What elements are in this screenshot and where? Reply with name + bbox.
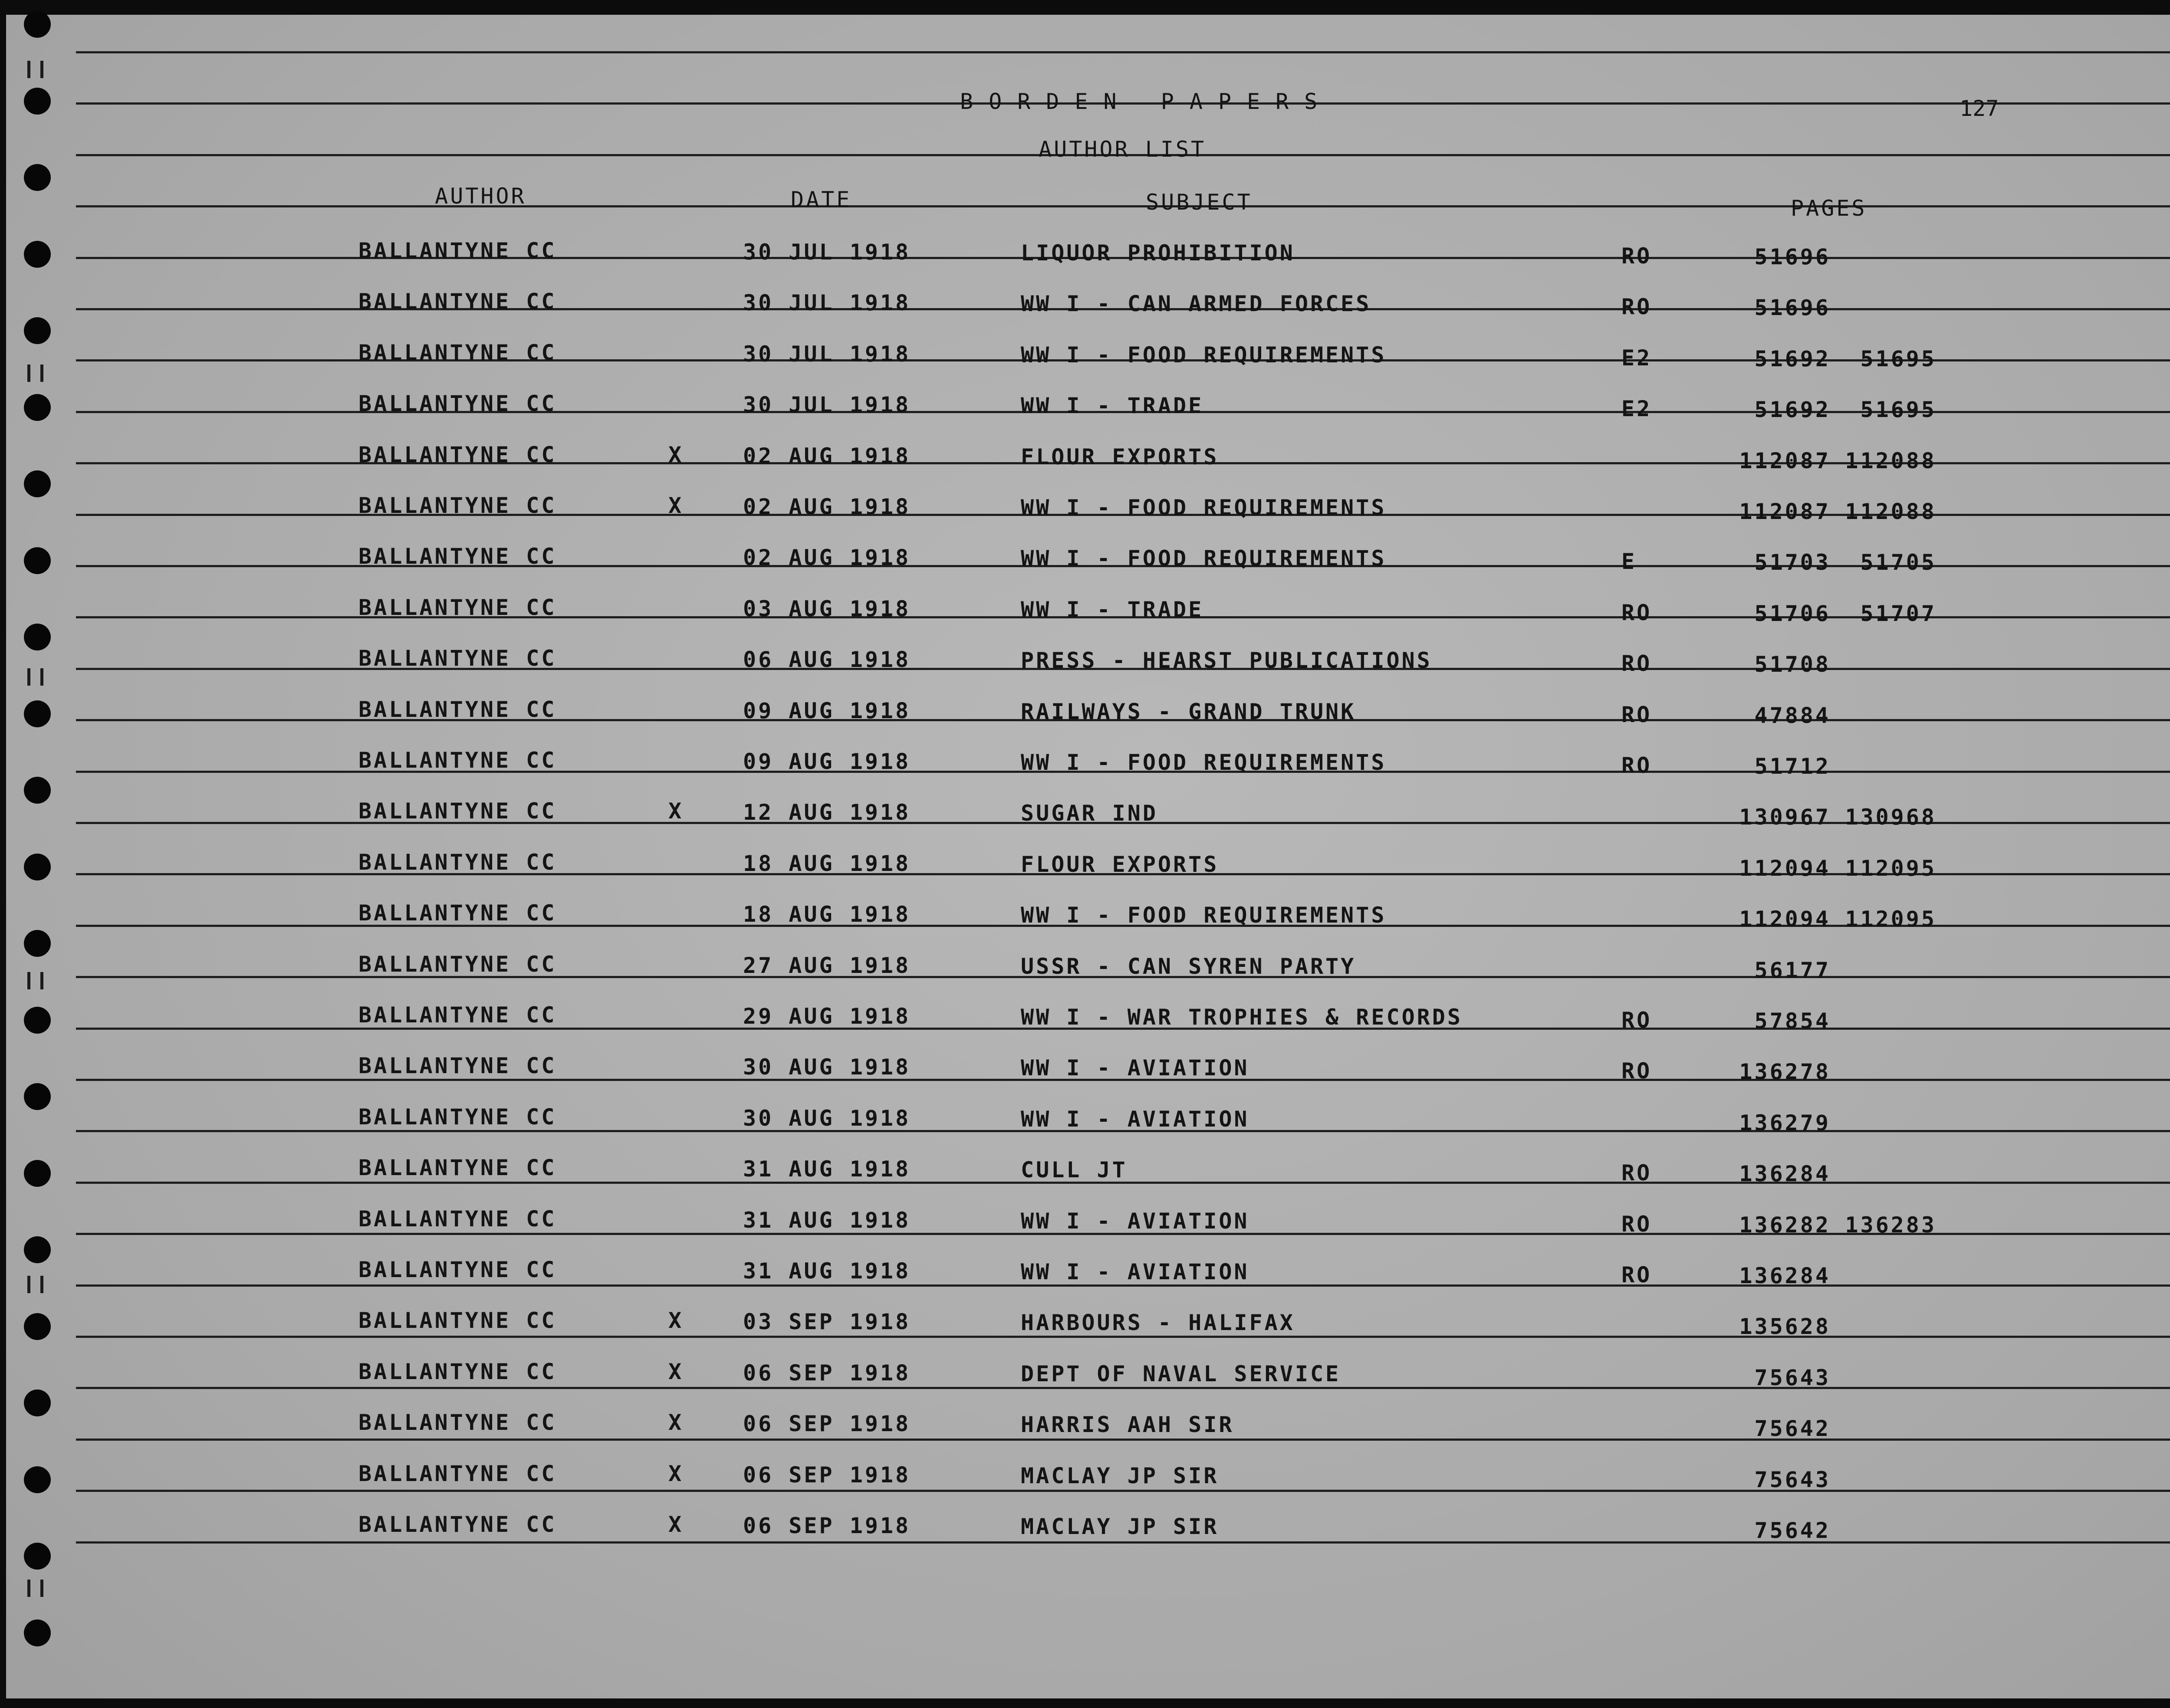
tractor-hole <box>24 88 51 115</box>
flag-cell: X <box>668 798 684 824</box>
author-cell: BALLANTYNE CC <box>358 1002 557 1028</box>
ruled-line <box>76 1490 2170 1492</box>
tractor-hole <box>24 854 51 880</box>
subject-cell: WW I - AVIATION <box>1021 1259 1249 1284</box>
author-cell: BALLANTYNE CC <box>358 493 557 518</box>
author-cell: BALLANTYNE CC <box>358 900 557 926</box>
page-start-cell: 51706 <box>1754 601 1831 626</box>
page-start-cell: 75643 <box>1754 1365 1831 1390</box>
perforation-mark <box>40 1276 43 1293</box>
page-start-cell: 136278 <box>1739 1059 1831 1085</box>
date-cell: 06 SEP 1918 <box>743 1360 911 1386</box>
date-cell: 29 AUG 1918 <box>743 1004 911 1029</box>
scan-border-left <box>0 0 6 1708</box>
flag-cell: X <box>668 1512 684 1537</box>
subject-cell: WW I - TRADE <box>1021 393 1204 419</box>
date-cell: 30 AUG 1918 <box>743 1105 911 1131</box>
perforation-mark <box>40 668 43 686</box>
page-start-cell: 75643 <box>1754 1467 1831 1492</box>
author-cell: BALLANTYNE CC <box>358 1461 557 1486</box>
tractor-hole <box>24 317 51 344</box>
page-start-cell: 57854 <box>1754 1008 1831 1034</box>
column-header-pages: PAGES <box>1791 196 1867 221</box>
date-cell: 30 JUL 1918 <box>743 240 911 265</box>
date-cell: 06 AUG 1918 <box>743 647 911 673</box>
date-cell: 06 SEP 1918 <box>743 1462 911 1488</box>
page-start-cell: 135628 <box>1739 1314 1831 1340</box>
subject-cell: MACLAY JP SIR <box>1021 1514 1219 1539</box>
date-cell: 02 AUG 1918 <box>743 494 911 519</box>
date-cell: 06 SEP 1918 <box>743 1513 911 1538</box>
date-cell: 31 AUG 1918 <box>743 1207 911 1233</box>
date-cell: 09 AUG 1918 <box>743 698 911 723</box>
flag-cell: X <box>668 1308 684 1334</box>
scan-border-top <box>0 0 2170 15</box>
page-end-cell: 112095 <box>1845 907 1937 932</box>
page-start-cell: 51696 <box>1754 244 1831 269</box>
author-cell: BALLANTYNE CC <box>358 289 557 315</box>
author-cell: BALLANTYNE CC <box>358 1410 557 1435</box>
perforation-mark <box>27 365 30 382</box>
author-cell: BALLANTYNE CC <box>358 849 557 875</box>
tractor-hole <box>24 241 51 268</box>
tractor-hole <box>24 1543 51 1570</box>
date-cell: 18 AUG 1918 <box>743 902 911 927</box>
subject-cell: WW I - FOOD REQUIREMENTS <box>1021 342 1387 368</box>
document-title: BORDEN PAPERS <box>960 89 1333 114</box>
page-end-cell: 112095 <box>1845 855 1937 881</box>
tractor-hole <box>24 1619 51 1646</box>
tractor-hole <box>24 1160 51 1187</box>
author-cell: BALLANTYNE CC <box>358 1053 557 1079</box>
perforation-mark <box>27 972 30 989</box>
subject-cell: SUGAR IND <box>1021 801 1158 826</box>
page-end-cell: 51695 <box>1860 346 1937 371</box>
perforation-mark <box>40 1580 43 1597</box>
tractor-hole <box>24 1466 51 1493</box>
tractor-hole <box>24 470 51 497</box>
tractor-hole <box>24 394 51 421</box>
date-cell: 18 AUG 1918 <box>743 851 911 876</box>
date-cell: 30 JUL 1918 <box>743 341 911 367</box>
page-end-cell: 130968 <box>1845 805 1937 830</box>
date-cell: 27 AUG 1918 <box>743 953 911 978</box>
subject-cell: DEPT OF NAVAL SERVICE <box>1021 1361 1341 1386</box>
subject-cell: RAILWAYS - GRAND TRUNK <box>1021 699 1356 724</box>
code-cell: RO <box>1621 243 1652 269</box>
code-cell: RO <box>1621 1058 1652 1084</box>
tractor-hole <box>24 624 51 650</box>
page-start-cell: 112094 <box>1739 907 1831 932</box>
tractor-hole <box>24 11 51 38</box>
author-cell: BALLANTYNE CC <box>358 544 557 569</box>
subject-cell: PRESS - HEARST PUBLICATIONS <box>1021 648 1432 673</box>
author-cell: BALLANTYNE CC <box>358 1308 557 1334</box>
author-cell: BALLANTYNE CC <box>358 798 557 824</box>
perforation-mark <box>40 61 43 78</box>
author-cell: BALLANTYNE CC <box>358 748 557 773</box>
author-cell: BALLANTYNE CC <box>358 696 557 722</box>
date-cell: 09 AUG 1918 <box>743 749 911 774</box>
page-number: 127 <box>1960 96 1999 121</box>
tractor-hole <box>24 1236 51 1263</box>
perforation-mark <box>40 365 43 382</box>
tractor-hole <box>24 164 51 191</box>
page-start-cell: 51703 <box>1754 550 1831 575</box>
page-start-cell: 136284 <box>1739 1161 1831 1187</box>
page-end-cell: 51707 <box>1860 601 1937 626</box>
scan-border-bottom <box>0 1698 2170 1708</box>
perforation-mark <box>27 1276 30 1293</box>
page-start-cell: 51712 <box>1754 754 1831 779</box>
author-cell: BALLANTYNE CC <box>358 1206 557 1232</box>
subject-cell: WW I - CAN ARMED FORCES <box>1021 291 1371 317</box>
subject-cell: MACLAY JP SIR <box>1021 1463 1219 1488</box>
date-cell: 06 SEP 1918 <box>743 1411 911 1437</box>
page-start-cell: 136282 <box>1739 1212 1831 1238</box>
subject-cell: USSR - CAN SYREN PARTY <box>1021 953 1356 979</box>
code-cell: RO <box>1621 702 1652 727</box>
author-cell: BALLANTYNE CC <box>358 442 557 467</box>
flag-cell: X <box>668 442 684 467</box>
code-cell: RO <box>1621 753 1652 778</box>
date-cell: 03 SEP 1918 <box>743 1309 911 1335</box>
tractor-hole <box>24 1007 51 1034</box>
tractor-hole <box>24 1313 51 1340</box>
page-start-cell: 112094 <box>1739 855 1831 881</box>
subject-cell: HARRIS AAH SIR <box>1021 1412 1234 1438</box>
author-cell: BALLANTYNE CC <box>358 646 557 671</box>
page-start-cell: 51708 <box>1754 652 1831 677</box>
column-header-date: DATE <box>791 187 852 212</box>
subject-cell: WW I - WAR TROPHIES & RECORDS <box>1021 1005 1463 1030</box>
column-header-author: AUTHOR <box>435 184 526 209</box>
date-cell: 03 AUG 1918 <box>743 596 911 621</box>
page-end-cell: 112088 <box>1845 499 1937 524</box>
code-cell: RO <box>1621 651 1652 677</box>
page-start-cell: 47884 <box>1754 703 1831 728</box>
date-cell: 02 AUG 1918 <box>743 545 911 571</box>
page-start-cell: 56177 <box>1754 957 1831 983</box>
perforation-mark <box>27 1580 30 1597</box>
tractor-hole <box>24 1389 51 1416</box>
code-cell: RO <box>1621 1262 1652 1288</box>
page-end-cell: 112088 <box>1845 448 1937 473</box>
flag-cell: X <box>668 493 684 518</box>
subject-cell: WW I - FOOD REQUIREMENTS <box>1021 495 1387 520</box>
perforation-mark <box>40 972 43 989</box>
date-cell: 30 JUL 1918 <box>743 392 911 418</box>
page-end-cell: 51705 <box>1860 550 1937 575</box>
page-start-cell: 136284 <box>1739 1263 1831 1288</box>
author-cell: BALLANTYNE CC <box>358 595 557 620</box>
author-cell: BALLANTYNE CC <box>358 1512 557 1537</box>
author-cell: BALLANTYNE CC <box>358 1104 557 1130</box>
code-cell: RO <box>1621 1160 1652 1186</box>
date-cell: 30 JUL 1918 <box>743 290 911 316</box>
document-subtitle: AUTHOR LIST <box>1039 137 1207 162</box>
code-cell: E2 <box>1621 396 1652 422</box>
author-cell: BALLANTYNE CC <box>358 951 557 977</box>
author-cell: BALLANTYNE CC <box>358 238 557 263</box>
tractor-hole <box>24 700 51 727</box>
date-cell: 02 AUG 1918 <box>743 443 911 469</box>
subject-cell: FLOUR EXPORTS <box>1021 444 1219 470</box>
subject-cell: WW I - FOOD REQUIREMENTS <box>1021 546 1387 572</box>
tractor-hole <box>24 777 51 804</box>
page-end-cell: 51695 <box>1860 397 1937 423</box>
page-start-cell: 51692 <box>1754 346 1831 371</box>
author-cell: BALLANTYNE CC <box>358 391 557 417</box>
page-start-cell: 112087 <box>1739 448 1831 473</box>
code-cell: RO <box>1621 294 1652 320</box>
page-start-cell: 75642 <box>1754 1416 1831 1442</box>
page-start-cell: 75642 <box>1754 1518 1831 1543</box>
ruled-line <box>76 1439 2170 1441</box>
code-cell: E2 <box>1621 345 1652 371</box>
flag-cell: X <box>668 1461 684 1486</box>
code-cell: E <box>1621 549 1637 575</box>
subject-cell: LIQUOR PROHIBITION <box>1021 240 1295 266</box>
date-cell: 30 AUG 1918 <box>743 1054 911 1080</box>
page-start-cell: 112087 <box>1739 499 1831 524</box>
tractor-hole <box>24 1083 51 1110</box>
code-cell: RO <box>1621 600 1652 625</box>
author-cell: BALLANTYNE CC <box>358 1155 557 1181</box>
date-cell: 31 AUG 1918 <box>743 1258 911 1284</box>
perforation-mark <box>27 668 30 686</box>
subject-cell: FLOUR EXPORTS <box>1021 851 1219 877</box>
subject-cell: WW I - FOOD REQUIREMENTS <box>1021 903 1387 928</box>
column-header-subject: SUBJECT <box>1146 190 1253 215</box>
subject-cell: CULL JT <box>1021 1157 1128 1183</box>
ruled-line <box>76 1336 2170 1338</box>
page-start-cell: 136279 <box>1739 1110 1831 1136</box>
ruled-line <box>76 51 2170 53</box>
subject-cell: HARBOURS - HALIFAX <box>1021 1310 1295 1336</box>
perforation-mark <box>27 61 30 78</box>
tractor-hole <box>24 547 51 574</box>
subject-cell: WW I - FOOD REQUIREMENTS <box>1021 750 1387 775</box>
page-start-cell: 51692 <box>1754 397 1831 423</box>
subject-cell: WW I - AVIATION <box>1021 1106 1249 1132</box>
ruled-line <box>76 1541 2170 1544</box>
page-start-cell: 130967 <box>1739 805 1831 830</box>
page-end-cell: 136283 <box>1845 1212 1937 1238</box>
author-cell: BALLANTYNE CC <box>358 340 557 365</box>
date-cell: 31 AUG 1918 <box>743 1156 911 1182</box>
page-start-cell: 51696 <box>1754 295 1831 321</box>
subject-cell: WW I - AVIATION <box>1021 1208 1249 1234</box>
flag-cell: X <box>668 1359 684 1384</box>
date-cell: 12 AUG 1918 <box>743 800 911 825</box>
author-cell: BALLANTYNE CC <box>358 1257 557 1282</box>
flag-cell: X <box>668 1410 684 1435</box>
code-cell: RO <box>1621 1008 1652 1033</box>
code-cell: RO <box>1621 1211 1652 1237</box>
tractor-hole <box>24 930 51 957</box>
subject-cell: WW I - AVIATION <box>1021 1055 1249 1081</box>
ruled-line <box>76 1387 2170 1389</box>
subject-cell: WW I - TRADE <box>1021 597 1204 622</box>
author-cell: BALLANTYNE CC <box>358 1359 557 1384</box>
